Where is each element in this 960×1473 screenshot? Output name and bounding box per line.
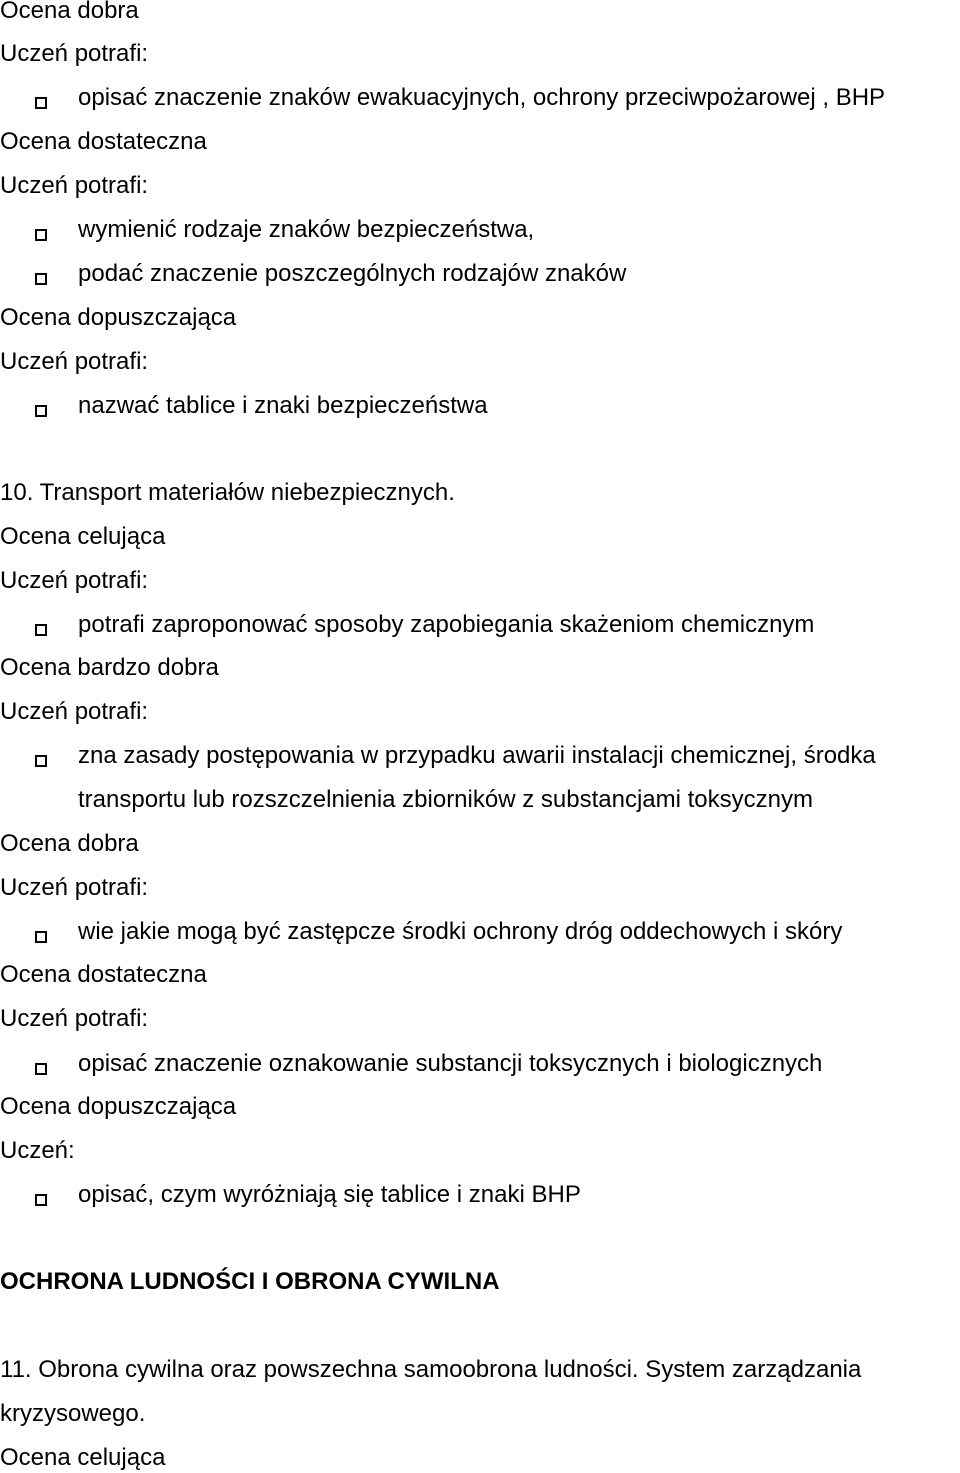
grade-heading: Ocena celująca (0, 523, 166, 550)
student-label: Uczeń potrafi: (0, 698, 149, 725)
list-item: opisać znaczenie oznakowanie substancji toksycznych i biologicznych (78, 1050, 823, 1077)
list-item: opisać znaczenie znaków ewakuacyjnych, ochrony przeciwpożarowej , BHP (78, 84, 886, 111)
student-label: Uczeń potrafi: (0, 874, 149, 901)
checkbox-bullet-icon (35, 273, 47, 285)
grade-heading: Ocena dobra (0, 830, 139, 857)
list-item: wymienić rodzaje znaków bezpieczeństwa, (78, 216, 535, 243)
checkbox-bullet-icon (35, 229, 47, 241)
checkbox-bullet-icon (35, 1063, 47, 1075)
checkbox-bullet-icon (35, 755, 47, 767)
grade-heading: Ocena dostateczna (0, 128, 207, 155)
grade-heading: Ocena dostateczna (0, 961, 207, 988)
grade-heading: Ocena dopuszczająca (0, 1093, 237, 1120)
checkbox-bullet-icon (35, 405, 47, 417)
list-item: potrafi zaproponować sposoby zapobiegania skażeniom chemicznym (78, 611, 815, 638)
grade-heading: Ocena bardzo dobra (0, 654, 219, 681)
section-title: 11. Obrona cywilna oraz powszechna samoobrona ludności. System zarządzania (0, 1356, 862, 1383)
student-label: Uczeń potrafi: (0, 40, 149, 67)
list-item-continuation: transportu lub rozszczelnienia zbiorników z substancjami toksycznym (78, 786, 813, 813)
checkbox-bullet-icon (35, 624, 47, 636)
list-item: wie jakie mogą być zastępcze środki ochrony dróg oddechowych i skóry (78, 918, 843, 945)
student-label: Uczeń potrafi: (0, 172, 149, 199)
student-label: Uczeń potrafi: (0, 348, 149, 375)
list-item: opisać, czym wyróżniają się tablice i znaki BHP (78, 1181, 581, 1208)
student-label: Uczeń: (0, 1137, 75, 1164)
section-title-continuation: kryzysowego. (0, 1400, 146, 1427)
student-label: Uczeń potrafi: (0, 1005, 149, 1032)
grade-heading: Ocena celująca (0, 1444, 166, 1471)
grade-heading: Ocena dopuszczająca (0, 304, 237, 331)
section-title: 10. Transport materiałów niebezpiecznych. (0, 479, 455, 506)
list-item: zna zasady postępowania w przypadku awarii instalacji chemicznej, środka (78, 742, 876, 769)
checkbox-bullet-icon (35, 97, 47, 109)
chapter-heading: OCHRONA LUDNOŚCI I OBRONA CYWILNA (0, 1268, 500, 1295)
checkbox-bullet-icon (35, 931, 47, 943)
list-item: podać znaczenie poszczególnych rodzajów znaków (78, 260, 627, 287)
grade-heading: Ocena dobra (0, 0, 139, 24)
checkbox-bullet-icon (35, 1194, 47, 1206)
student-label: Uczeń potrafi: (0, 567, 149, 594)
list-item: nazwać tablice i znaki bezpieczeństwa (78, 392, 488, 419)
